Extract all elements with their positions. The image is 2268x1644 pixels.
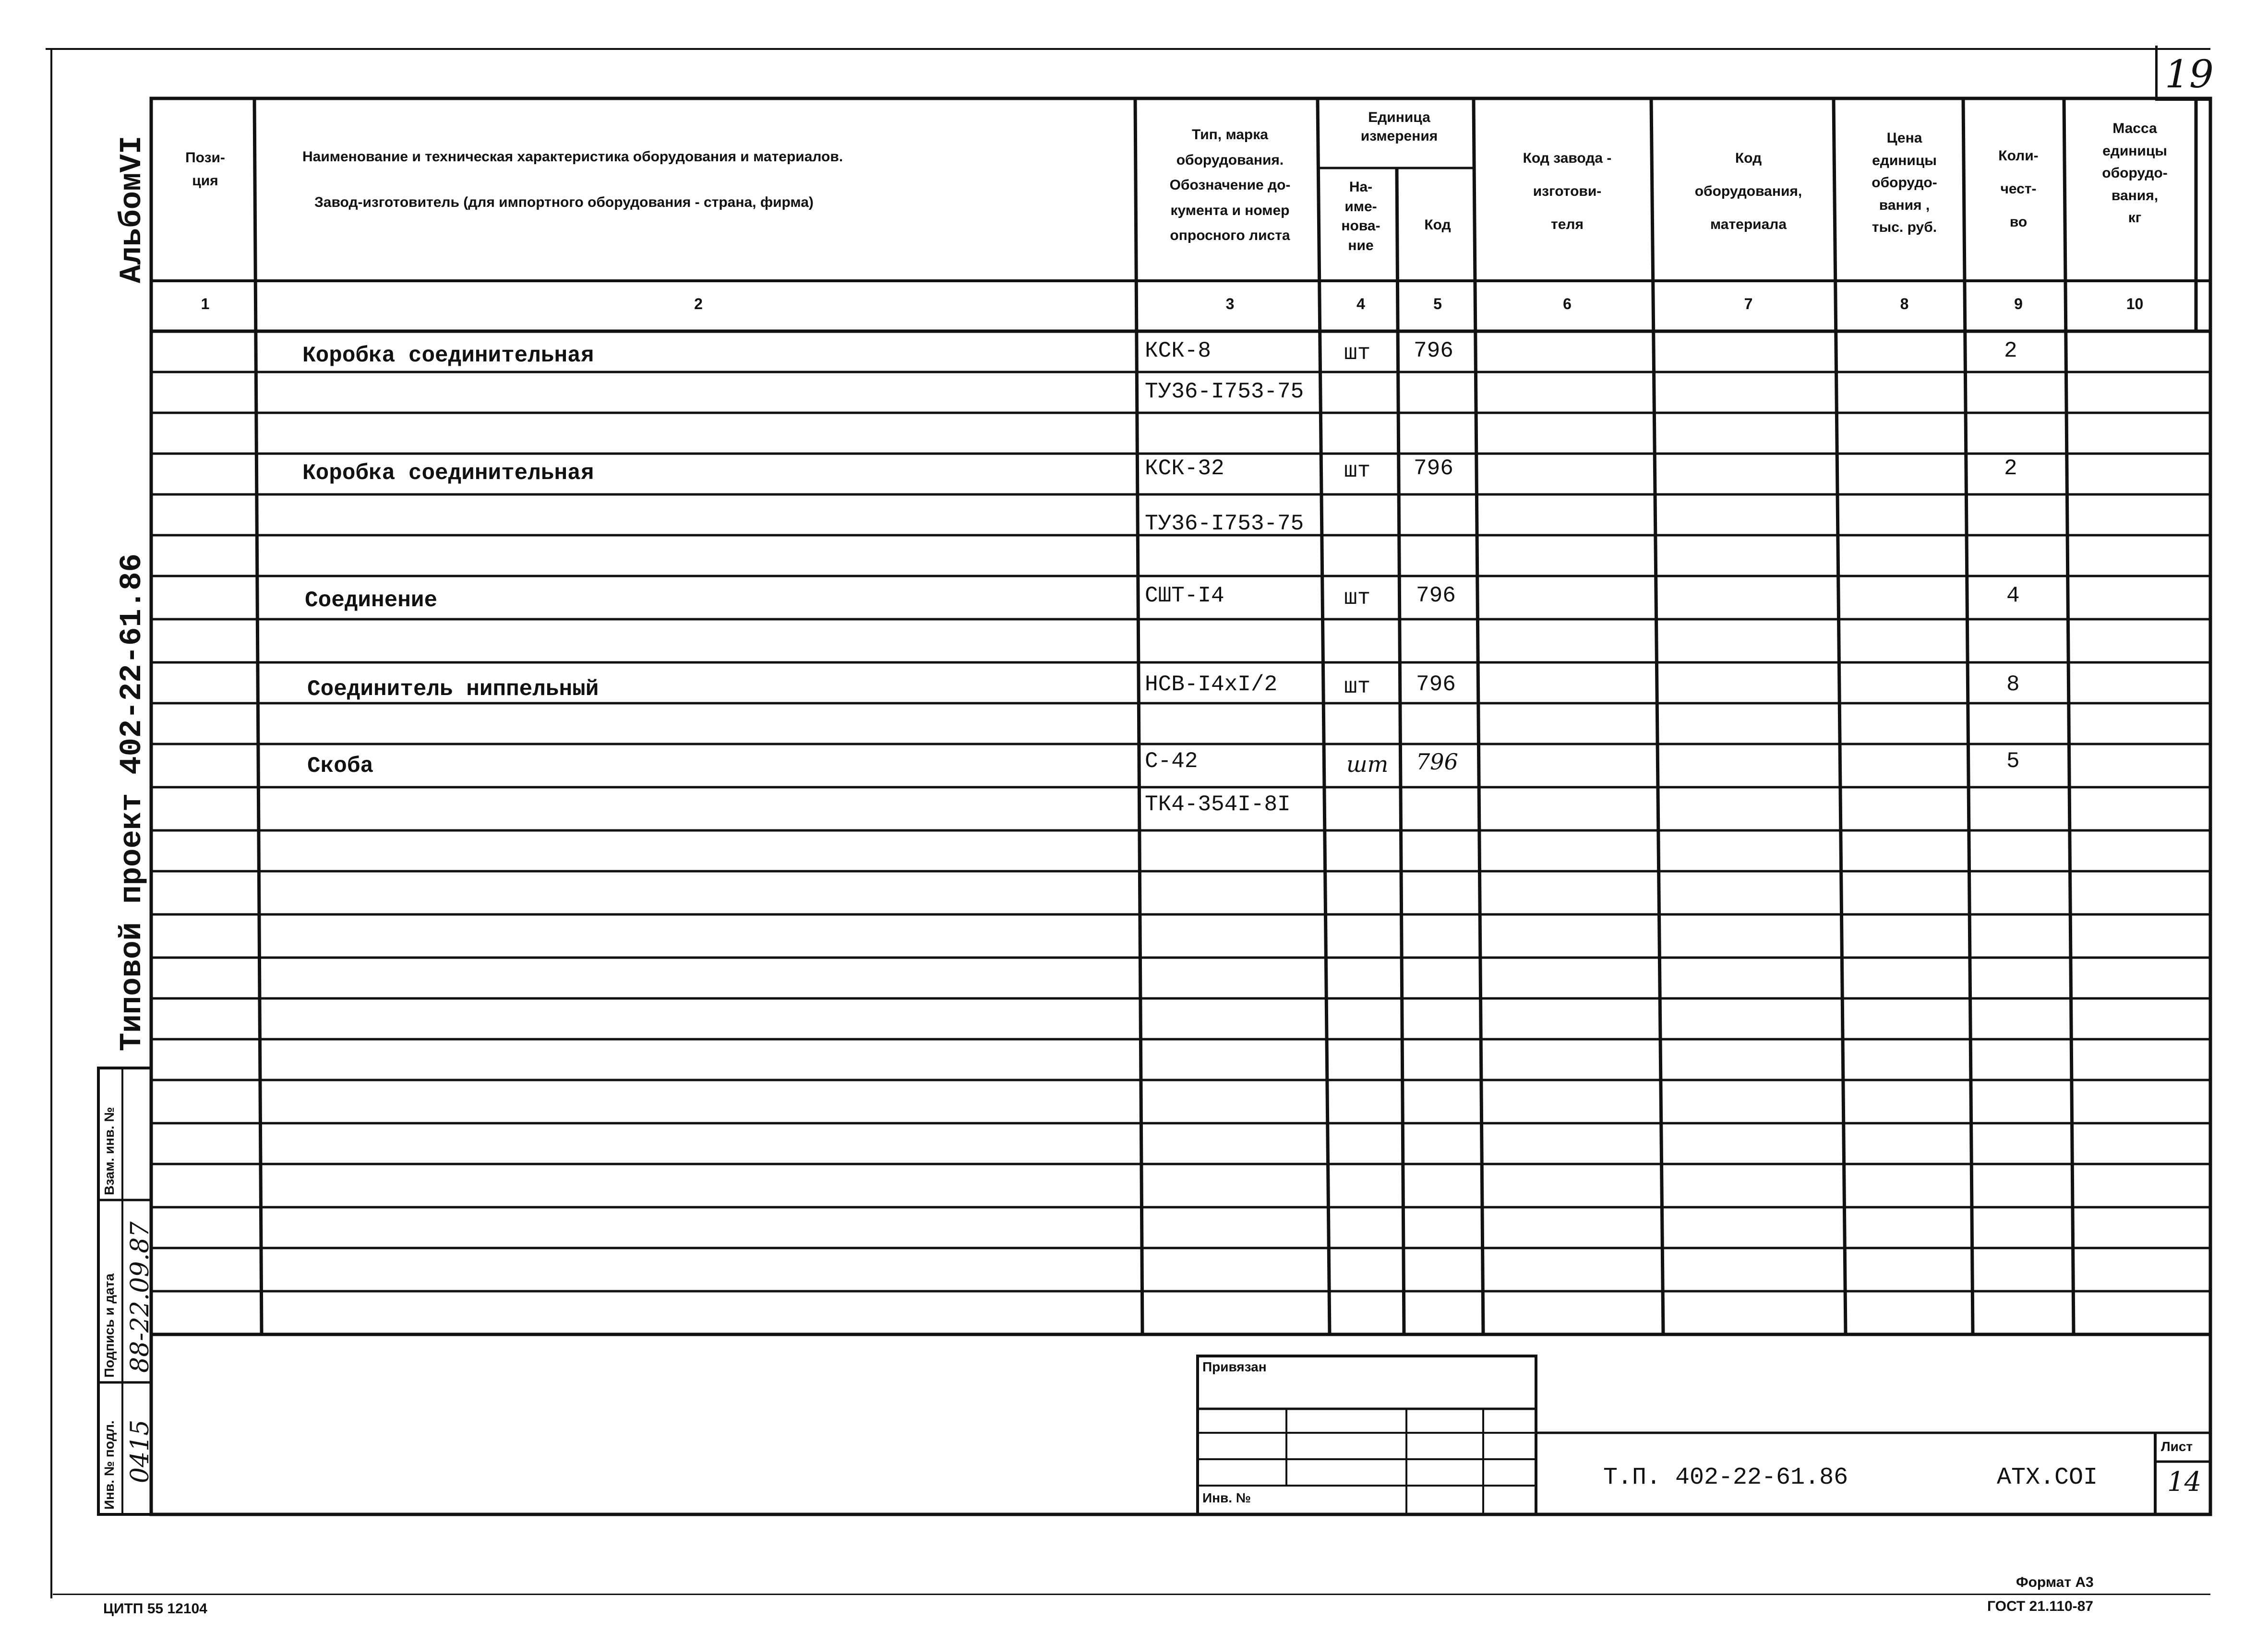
- header-price: Цена единицы оборудо- вания , тыс. руб.: [1872, 130, 1937, 235]
- sheet-label: Лист: [2161, 1439, 2193, 1454]
- stamp-sign-date: Подпись и дата: [102, 1273, 117, 1378]
- colnum-3: 3: [1225, 295, 1235, 312]
- page-number: 19: [2165, 52, 2214, 96]
- row4-type: НСВ-I4хI/2: [1145, 672, 1278, 697]
- footer-format: Формат А3: [2016, 1574, 2094, 1590]
- row1-code: 796: [1414, 338, 1453, 363]
- colnum-4: 4: [1356, 295, 1365, 312]
- sheet-value: 14: [2167, 1466, 2202, 1498]
- colnum-5: 5: [1433, 295, 1442, 312]
- row4-qty: 8: [2006, 672, 2020, 697]
- row2-qty: 2: [2004, 456, 2017, 481]
- row2-code: 796: [1414, 456, 1453, 481]
- row4-unit: шт: [1344, 674, 1371, 699]
- row3-type: СШТ-I4: [1145, 583, 1224, 608]
- colnum-7: 7: [1744, 295, 1753, 312]
- footer-rule: [53, 1594, 2210, 1595]
- colnum-10: 10: [2126, 295, 2144, 312]
- inv-no-label: Инв. №: [1202, 1490, 1251, 1505]
- header-position: Пози- ция: [185, 150, 225, 189]
- row2-type: КСК-32: [1145, 456, 1224, 481]
- row1-qty: 2: [2004, 338, 2017, 363]
- row1-name: Коробка соединительная: [302, 343, 594, 368]
- document-code: АТХ.COI: [1997, 1464, 2098, 1491]
- header-unit-group: Единица измерения: [1360, 109, 1438, 144]
- row3-qty: 4: [2006, 583, 2020, 608]
- row5-name: Скоба: [307, 754, 374, 779]
- row2-doc: ТУ36-I753-75: [1145, 511, 1304, 536]
- row5-unit: шт: [1346, 751, 1389, 777]
- row1-unit: шт: [1344, 341, 1371, 366]
- row2-name: Коробка соединительная: [302, 461, 594, 486]
- row5-qty: 5: [2006, 749, 2020, 774]
- designation: Т.П. 402-22-61.86: [1603, 1464, 1848, 1491]
- row2-unit: шт: [1344, 458, 1371, 483]
- header-name-line2: Завод-изготовитель (для импортного оборудования - страна, фирма): [314, 194, 814, 210]
- colnum-2: 2: [694, 295, 703, 312]
- album-label: АльбомVI: [115, 135, 150, 283]
- row3-code: 796: [1416, 583, 1456, 608]
- header-unit-code: Код: [1424, 217, 1451, 233]
- row3-unit: шт: [1344, 586, 1371, 611]
- project-label: Типовой проект 402-22-61.86: [115, 553, 150, 1051]
- row5-code: 796: [1416, 749, 1458, 775]
- stamp-inv-orig: Инв. № подл.: [102, 1420, 117, 1510]
- row5-doc: ТК4-354I-8I: [1145, 792, 1291, 817]
- footer-left: ЦИТП 55 12104: [103, 1601, 207, 1617]
- colnum-6: 6: [1563, 295, 1572, 312]
- row5-type: С-42: [1145, 749, 1198, 774]
- row3-name: Соединение: [305, 588, 438, 613]
- colnum-9: 9: [2014, 295, 2023, 312]
- colnum-1: 1: [201, 295, 210, 312]
- stamp-inv-value: 0415: [126, 1419, 155, 1483]
- header-type: Тип, марка оборудования. Обозначение до- кумента и номер опросного листа: [1169, 127, 1291, 243]
- row1-type: КСК-8: [1145, 338, 1212, 363]
- header-equipment-code: Код оборудования, материала: [1694, 150, 1802, 232]
- row1-doc: ТУ36-I753-75: [1145, 379, 1304, 404]
- header-mass: Масса единицы оборудо- вания, кг: [2102, 120, 2168, 226]
- header-manufacturer-code: Код завода - изготови- теля: [1523, 150, 1612, 232]
- colnum-8: 8: [1900, 295, 1909, 312]
- header-quantity: Коли- чест- во: [1998, 148, 2039, 230]
- row4-name: Соединитель ниппельный: [307, 677, 599, 702]
- header-unit-name: На- име- нова- ние: [1341, 179, 1380, 253]
- attached-label: Привязан: [1202, 1359, 1267, 1374]
- header-name-line1: Наименование и техническая характеристика оборудования и материалов.: [302, 149, 843, 165]
- row4-code: 796: [1416, 672, 1456, 697]
- stamp-sign-value: 88-22.09.87: [126, 1221, 155, 1373]
- stamp-replace-inv: Взам. инв. №: [102, 1107, 117, 1195]
- footer-standard: ГОСТ 21.110-87: [1987, 1598, 2093, 1614]
